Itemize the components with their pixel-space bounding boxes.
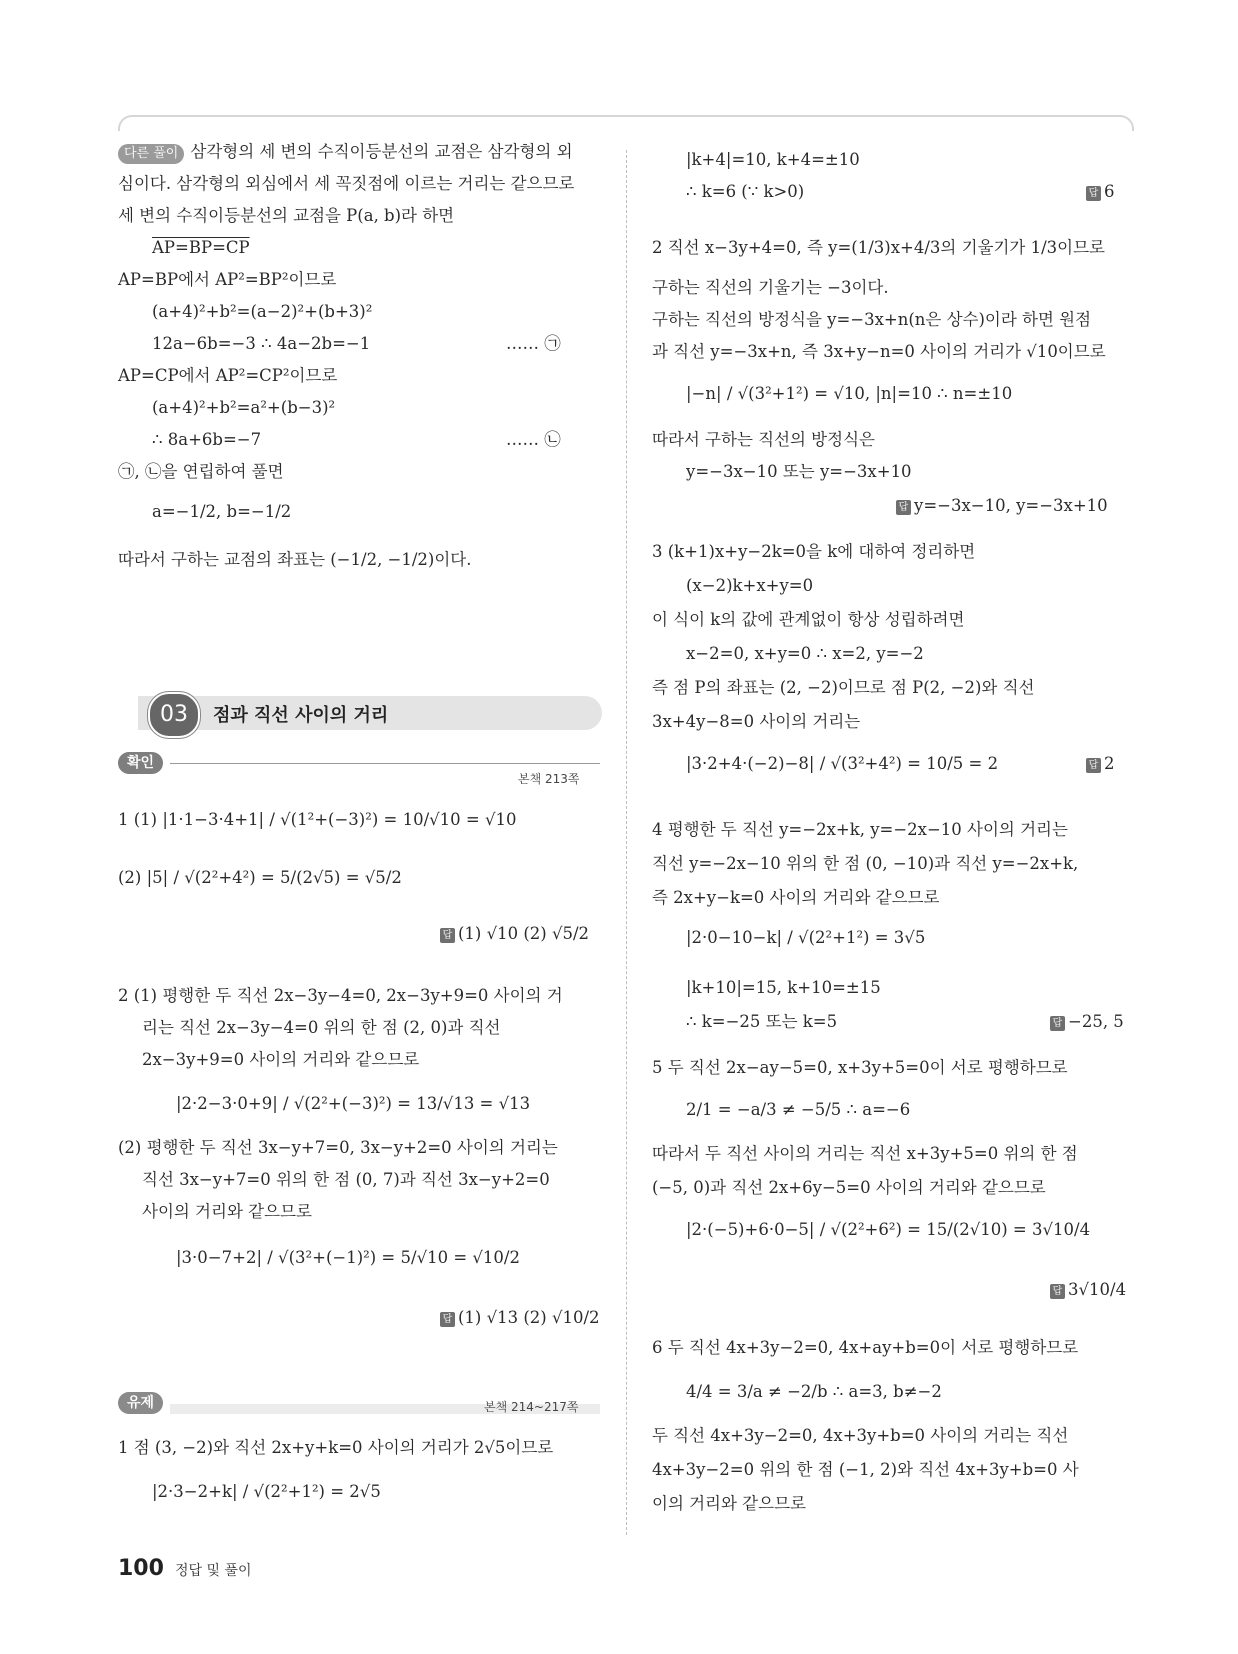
footer-title: 정답 및 풀이 — [175, 1563, 252, 1579]
r-line-3: 2 직선 x−3y+4=0, 즉 y=(1/3)x+4/3의 기울기가 1/3이므로 — [652, 238, 1105, 257]
alt-solution-line-10: ∴ 8a+6b=−7 — [152, 430, 262, 449]
answer-icon: 답 — [1050, 1284, 1065, 1299]
confirm-2-2: 리는 직선 2x−3y−4=0 위의 한 점 (2, 0)과 직선 — [142, 1018, 501, 1037]
confirm-rule — [170, 763, 600, 764]
r-line-4: 구하는 직선의 기울기는 −3이다. — [652, 278, 889, 297]
practice-1-1: 1 점 (3, −2)와 직선 2x+y+k=0 사이의 거리가 2√5이므로 — [118, 1438, 554, 1457]
r-line-12: (x−2)k+x+y=0 — [686, 576, 814, 595]
answer-icon: 답 — [440, 928, 455, 943]
r-line-29: (−5, 0)과 직선 2x+6y−5=0 사이의 거리와 같으므로 — [652, 1178, 1046, 1197]
alt-solution-line-5: AP=BP에서 AP²=BP²이므로 — [118, 270, 337, 289]
confirm-2-7: 사이의 거리와 같으므로 — [142, 1202, 312, 1221]
r-line-20: 직선 y=−2x−10 위의 한 점 (0, −10)과 직선 y=−2x+k, — [652, 854, 1079, 873]
confirm-1-1: 1 (1) |1·1−3·4+1| / √(1²+(−3)²) = 10/√10 = √10 — [118, 810, 517, 829]
r-line-15: 즉 점 P의 좌표는 (2, −2)이므로 점 P(2, −2)와 직선 — [652, 678, 1035, 697]
answer-icon: 답 — [1086, 758, 1101, 773]
alt-solution-line-13: 따라서 구하는 교점의 좌표는 (−1/2, −1/2)이다. — [118, 550, 472, 569]
r-answer-1: 답 6 — [1086, 180, 1115, 204]
page-number: 100 — [118, 1556, 164, 1581]
r-line-11: 3 (k+1)x+y−2k=0을 k에 대하여 정리하면 — [652, 542, 976, 561]
confirm-2-3: 2x−3y+9=0 사이의 거리와 같으므로 — [142, 1050, 420, 1069]
alt-solution-line-6: (a+4)²+b²=(a−2)²+(b+3)² — [152, 302, 373, 321]
practice-label: 유제 — [118, 1392, 163, 1414]
section-number: 03 — [148, 692, 200, 738]
alt-solution-line-3: 세 변의 수직이등분선의 교점을 P(a, b)라 하면 — [118, 206, 455, 225]
r-line-27: 2/1 = −a/3 ≠ −5/5 ∴ a=−6 — [686, 1100, 911, 1119]
r-line-16: 3x+4y−8=0 사이의 거리는 — [652, 712, 861, 731]
alt-solution-line-1: 다른 풀이 삼각형의 세 변의 수직이등분선의 교점은 삼각형의 외 — [118, 140, 573, 164]
alt-solution-line-12: a=−1/2, b=−1/2 — [152, 502, 292, 521]
alt-solution-badge: 다른 풀이 — [118, 144, 184, 164]
r-line-7: |−n| / √(3²+1²) = √10, |n|=10 ∴ n=±10 — [686, 384, 1013, 403]
r-line-36: 이의 거리와 같으므로 — [652, 1494, 806, 1513]
alt-solution-line-7: 12a−6b=−3 ∴ 4a−2b=−1 — [152, 334, 371, 353]
confirm-ref: 본책 213쪽 — [518, 772, 580, 786]
confirm-2-4: |2·2−3·0+9| / √(2²+(−3)²) = 13/√13 = √13 — [176, 1094, 531, 1113]
answer-icon: 답 — [440, 1312, 455, 1327]
r-line-19: 4 평행한 두 직선 y=−2x+k, y=−2x−10 사이의 거리는 — [652, 820, 1068, 839]
r-line-26: 5 두 직선 2x−ay−5=0, x+3y+5=0이 서로 평행하므로 — [652, 1058, 1068, 1077]
r-line-17: |3·2+4·(−2)−8| / √(3²+4²) = 10/5 = 2 — [686, 754, 999, 773]
r-line-14: x−2=0, x+y=0 ∴ x=2, y=−2 — [686, 644, 924, 663]
confirm-label: 확인 — [118, 752, 163, 774]
r-answer-5: 답 3√10/4 — [1050, 1278, 1126, 1302]
r-line-6: 과 직선 y=−3x+n, 즉 3x+y−n=0 사이의 거리가 √10이므로 — [652, 342, 1106, 361]
r-line-5: 구하는 직선의 방정식을 y=−3x+n(n은 상수)이라 하면 원점 — [652, 310, 1092, 329]
r-line-28: 따라서 두 직선 사이의 거리는 직선 x+3y+5=0 위의 한 점 — [652, 1144, 1078, 1163]
r-line-22: |2·0−10−k| / √(2²+1²) = 3√5 — [686, 928, 926, 947]
answer-icon: 답 — [1086, 186, 1101, 201]
r-line-13: 이 식이 k의 값에 관계없이 항상 성립하려면 — [652, 610, 965, 629]
r-line-32: 6 두 직선 4x+3y−2=0, 4x+ay+b=0이 서로 평행하므로 — [652, 1338, 1079, 1357]
confirm-2-1: 2 (1) 평행한 두 직선 2x−3y−4=0, 2x−3y+9=0 사이의 거 — [118, 986, 563, 1005]
r-answer-3: 답 2 — [1086, 752, 1115, 776]
confirm-2-6: 직선 3x−y+7=0 위의 한 점 (0, 7)과 직선 3x−y+2=0 — [142, 1170, 550, 1189]
section-title: 점과 직선 사이의 거리 — [213, 705, 389, 726]
confirm-2-answer: 답 (1) √13 (2) √10/2 — [440, 1306, 600, 1330]
confirm-2-5: (2) 평행한 두 직선 3x−y+7=0, 3x−y+2=0 사이의 거리는 — [118, 1138, 558, 1157]
section-heading — [118, 692, 602, 734]
r-line-8: 따라서 구하는 직선의 방정식은 — [652, 430, 875, 449]
r-line-33: 4/4 = 3/a ≠ −2/b ∴ a=3, b≠−2 — [686, 1382, 942, 1401]
alt-solution-line-2: 심이다. 삼각형의 외심에서 세 꼭짓점에 이르는 거리는 같으므로 — [118, 174, 575, 193]
r-line-24: ∴ k=−25 또는 k=5 — [686, 1012, 838, 1031]
r-line-9: y=−3x−10 또는 y=−3x+10 — [686, 462, 912, 481]
equation-marker-1: …… ㉠ — [506, 334, 561, 353]
column-divider — [626, 150, 627, 1535]
r-line-34: 두 직선 4x+3y−2=0, 4x+3y+b=0 사이의 거리는 직선 — [652, 1426, 1069, 1445]
practice-ref: 본책 214~217쪽 — [484, 1400, 579, 1414]
answer-icon: 답 — [1050, 1016, 1065, 1031]
confirm-2-8: |3·0−7+2| / √(3²+(−1)²) = 5/√10 = √10/2 — [176, 1248, 520, 1267]
practice-1-2: |2·3−2+k| / √(2²+1²) = 2√5 — [152, 1482, 381, 1501]
r-answer-4: 답 −25, 5 — [1050, 1010, 1124, 1034]
page-top-border — [118, 115, 1134, 131]
confirm-1-2: (2) |5| / √(2²+4²) = 5/(2√5) = √5/2 — [118, 868, 402, 887]
r-line-21: 즉 2x+y−k=0 사이의 거리와 같으므로 — [652, 888, 940, 907]
r-line-35: 4x+3y−2=0 위의 한 점 (−1, 2)와 직선 4x+3y+b=0 사 — [652, 1460, 1079, 1479]
r-line-23: |k+10|=15, k+10=±15 — [686, 978, 881, 997]
answer-icon: 답 — [896, 500, 911, 515]
equation-marker-2: …… ㉡ — [506, 430, 561, 449]
alt-solution-line-9: (a+4)²+b²=a²+(b−3)² — [152, 398, 336, 417]
r-line-0: |k+4|=10, k+4=±10 — [686, 150, 860, 169]
r-answer-2: 답 y=−3x−10, y=−3x+10 — [896, 494, 1108, 518]
r-line-1: ∴ k=6 (∵ k>0) — [686, 182, 805, 201]
r-line-30: |2·(−5)+6·0−5| / √(2²+6²) = 15/(2√10) = 3√10/4 — [686, 1220, 1091, 1239]
alt-solution-line-11: ㉠, ㉡을 연립하여 풀면 — [118, 462, 284, 481]
alt-solution-line-8: AP=CP에서 AP²=CP²이므로 — [118, 366, 338, 385]
page-footer — [118, 1556, 252, 1581]
confirm-1-answer: 답 (1) √10 (2) √5/2 — [440, 922, 589, 946]
alt-solution-line-4: AP=BP=CP — [152, 238, 250, 257]
